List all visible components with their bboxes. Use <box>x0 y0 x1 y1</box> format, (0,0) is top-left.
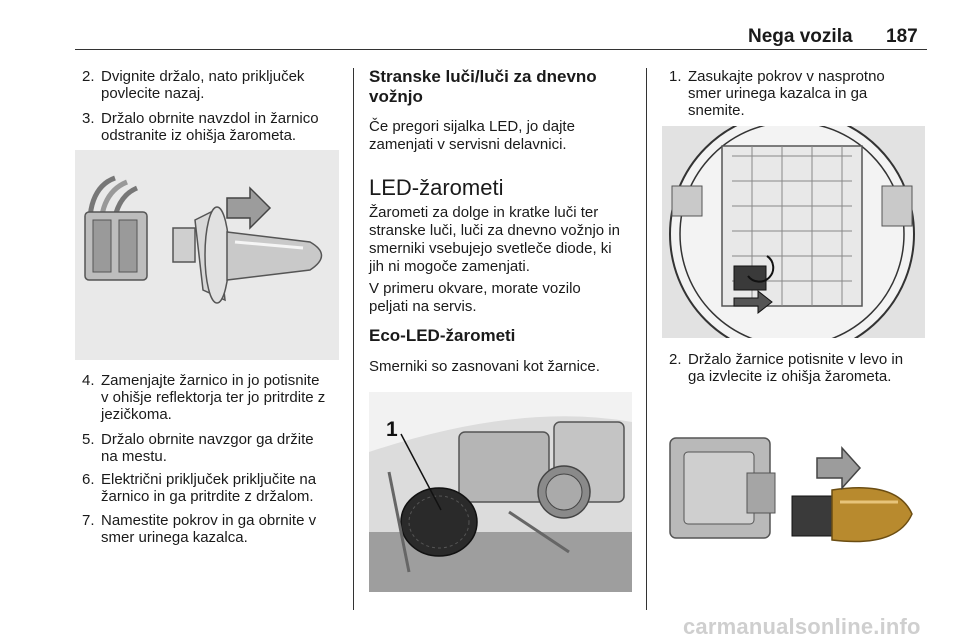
step-number: 2. <box>82 68 95 85</box>
figure-callout-number: 1 <box>386 418 398 441</box>
watermark: carmanualsonline.info <box>683 614 921 639</box>
running-header-title: Nega vozila <box>748 26 853 47</box>
heading-eco-led-headlights: Eco-LED-žarometi <box>369 326 516 345</box>
step-text: Zamenjajte žarnico in jo potisnite v ohišje reflektorja ter jo pritrdite z jezičkoma. <box>101 372 326 423</box>
heading-led-headlights: LED-žarometi <box>369 175 504 200</box>
column-divider-right <box>646 68 647 610</box>
figure-headlamp-cover-rear <box>662 126 925 338</box>
step-text: Držalo žarnice potisnite v levo in ga izvlecite iz ohišja žarometa. <box>688 351 904 385</box>
step-text: Držalo obrnite navzdol in žarnico odstranite iz ohišja žarometa. <box>101 110 319 144</box>
paragraph-led-service: V primeru okvare, morate vozilo peljati na servis. <box>369 280 581 315</box>
step-text: Namestite pokrov in ga obrnite v smer urinega kazalca. <box>101 512 317 546</box>
figure-headlamp-engine-bay <box>369 392 632 592</box>
step-number: 3. <box>82 110 95 127</box>
paragraph-eco-led: Smerniki so zasnovani kot žarnice. <box>369 358 600 375</box>
step-text: Zasukajte pokrov v nasprotno smer urinega kazalca in ga snemite. <box>688 68 885 119</box>
header-rule <box>75 49 927 50</box>
step-text: Dvignite držalo, nato priključek povlecite nazaj. <box>101 68 305 102</box>
step-number: 6. <box>82 471 95 488</box>
paragraph-led-replacement: Če pregori sijalka LED, jo dajte zamenjati v servisni delavnici. <box>369 118 575 153</box>
paragraph-led-description: Žarometi za dolge in kratke luči ter stranske luči, luči za dnevno vožnjo in smerniki vsebujejo svetleče diode, ki jih ni mogoče zamenjati. <box>369 204 620 275</box>
step-text: Električni priključek priključite na žarnico in ga pritrdite z držalom. <box>101 471 317 505</box>
step-number: 5. <box>82 431 95 448</box>
page-number: 187 <box>886 26 918 47</box>
step-text: Držalo obrnite navzgor ga držite na mestu. <box>101 431 314 465</box>
figure-halogen-bulb <box>75 150 339 360</box>
step-number: 2. <box>669 351 682 368</box>
step-number: 7. <box>82 512 95 529</box>
step-number: 1. <box>669 68 682 85</box>
step-number: 4. <box>82 372 95 389</box>
figure-bulb-holder-removal <box>662 418 925 578</box>
heading-side-daytime-lights: Stranske luči/luči za dnevno vožnjo <box>369 67 597 106</box>
column-divider-left <box>353 68 354 610</box>
